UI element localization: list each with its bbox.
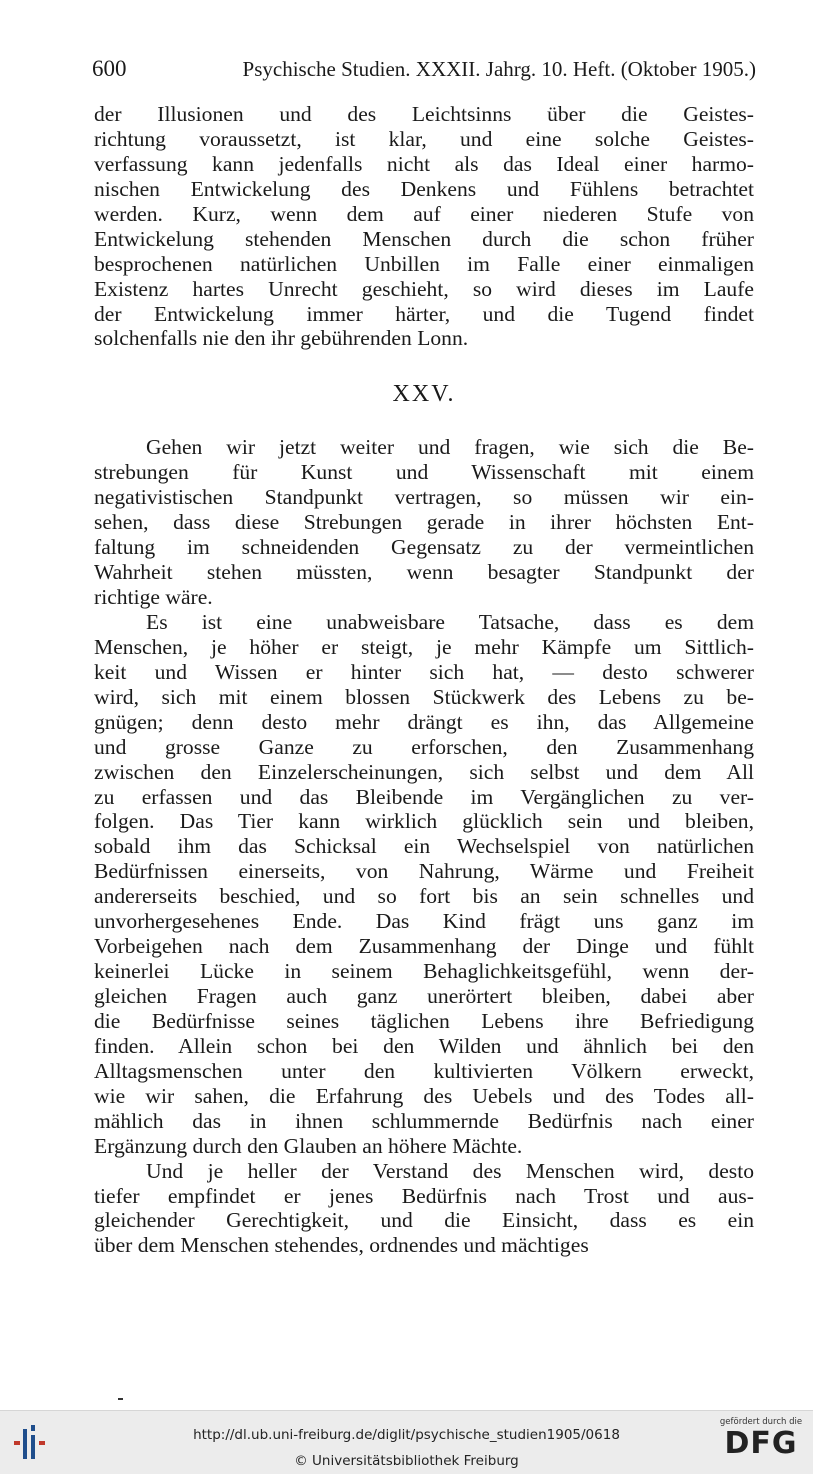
dfg-caption: gefördert durch die xyxy=(719,1417,803,1427)
text-line: Menschen, je höher er steigt, je mehr Kämpfe um Sittlich- xyxy=(94,634,754,659)
text-line: zwischen den Einzelerscheinungen, sich selbst und dem All xyxy=(94,759,754,784)
text-line: Es ist eine unabweisbare Tatsache, dass es dem xyxy=(146,609,754,634)
text-line: Wahrheit stehen müssten, wenn besagter Standpunkt der xyxy=(94,560,754,585)
text-line: gleichen Fragen auch ganz unerörtert bleiben, dabei aber xyxy=(94,984,754,1008)
section-heading: XXV. xyxy=(392,381,456,408)
text-line: besprochenen natürlichen Unbillen im Falle einer einmaligen xyxy=(94,251,754,276)
text-line: Alltagsmenschen unter den kultivierten Völkern erweckt, xyxy=(94,1058,754,1083)
dfg-wordmark: DFG xyxy=(724,1426,798,1461)
text-line: tiefer empfindet er jenes Bedürfnis nach Trost und aus- xyxy=(94,1183,754,1208)
running-title: Psychische Studien. XXXII. Jahrg. 10. Heft. (Oktober 1905.) xyxy=(242,57,756,81)
text-line: der Entwickelung immer härter, und die Tugend findet xyxy=(94,301,754,326)
text-line: über dem Menschen stehendes, ordnendes und mächtiges xyxy=(94,1233,589,1258)
text-line: Bedürfnissen einerseits, von Nahrung, Wärme und Freiheit xyxy=(94,859,754,884)
text-line: folgen. Das Tier kann wirklich glücklich sein und bleiben, xyxy=(94,809,754,834)
text-line: nischen Entwickelung des Denkens und Fühlens betrachtet xyxy=(94,176,754,201)
text-line: Gehen wir jetzt weiter und fragen, wie sich die Be- xyxy=(146,435,754,460)
text-line: Und je heller der Verstand des Menschen wird, desto xyxy=(146,1158,754,1183)
page-number: 600 xyxy=(92,56,127,81)
text-line: Entwickelung stehenden Menschen durch die schon früher xyxy=(94,226,754,251)
text-line: keinerlei Lücke in seinem Behaglichkeitsgefühl, wenn der- xyxy=(94,959,754,984)
text-line: wird, sich mit einem blossen Stückwerk des Lebens zu be- xyxy=(94,684,754,709)
running-header xyxy=(92,56,756,86)
text-line: unvorhergesehenes Ende. Das Kind frägt uns ganz im xyxy=(94,909,754,934)
text-line: negativistischen Standpunkt vertragen, so müssen wir ein- xyxy=(94,485,754,510)
viewer-footer xyxy=(0,1410,813,1474)
source-url[interactable]: http://dl.ub.uni-freiburg.de/diglit/psychische_studien1905/0618 xyxy=(193,1427,620,1443)
text-line: sobald ihm das Schicksal ein Wechselspiel von natürlichen xyxy=(94,834,754,859)
text-line: verfassung kann jedenfalls nicht als das Ideal einer harmo- xyxy=(94,151,754,176)
text-line: solchenfalls nie den ihr gebührenden Lonn. xyxy=(94,326,469,351)
text-line: Vorbeigehen nach dem Zusammenhang der Dinge und fühlt xyxy=(94,934,754,959)
paragraph-2 xyxy=(94,435,754,610)
text-line: Ergänzung durch den Glauben an höhere Mächte. xyxy=(94,1133,523,1158)
text-line: zu erfassen und das Bleibende im Vergänglichen zu ver- xyxy=(94,784,754,809)
text-line: und grosse Ganze zu erforschen, den Zusammenhang xyxy=(94,734,754,759)
dfg-logo xyxy=(717,1417,805,1469)
text-line: die Bedürfnisse seines täglichen Lebens ihre Befriedigung xyxy=(94,1008,754,1033)
paragraph-4 xyxy=(94,1159,754,1259)
body-text xyxy=(94,102,754,1258)
text-line: Existenz hartes Unrecht geschieht, so wird dieses im Laufe xyxy=(94,276,754,301)
text-line: gleichender Gerechtigkeit, und die Einsicht, dass es ein xyxy=(94,1208,754,1233)
text-line: mählich das in ihnen schlummernde Bedürfnis nach einer xyxy=(94,1108,754,1133)
copyright-notice: © Universitätsbibliothek Freiburg xyxy=(294,1453,519,1469)
text-line: der Illusionen und des Leichtsinns über die Geistes- xyxy=(94,102,754,126)
text-line: strebungen für Kunst und Wissenschaft mit einem xyxy=(94,460,754,485)
text-line: werden. Kurz, wenn dem auf einer niederen Stufe von xyxy=(94,201,754,226)
text-line: faltung im schneidenden Gegensatz zu der vermeintlichen xyxy=(94,535,754,560)
text-line: wie wir sahen, die Erfahrung des Uebels und des Todes all- xyxy=(94,1083,754,1108)
paragraph-1 xyxy=(94,102,754,351)
text-line: sehen, dass diese Strebungen gerade in ihrer höchsten Ent- xyxy=(94,510,754,535)
text-line: gnügen; denn desto mehr drängt es ihn, das Allgemeine xyxy=(94,709,754,734)
paragraph-3 xyxy=(94,610,754,1159)
text-line: richtung voraussetzt, ist klar, und eine solche Geistes- xyxy=(94,126,754,151)
text-line: richtige wäre. xyxy=(94,585,213,609)
text-line: finden. Allein schon bei den Wilden und ähnlich bei den xyxy=(94,1033,754,1058)
scan-speck xyxy=(118,1398,123,1400)
text-line: keit und Wissen er hinter sich hat, — desto schwerer xyxy=(94,659,754,684)
text-line: andererseits beschied, und so fort bis an sein schnelles und xyxy=(94,884,754,909)
